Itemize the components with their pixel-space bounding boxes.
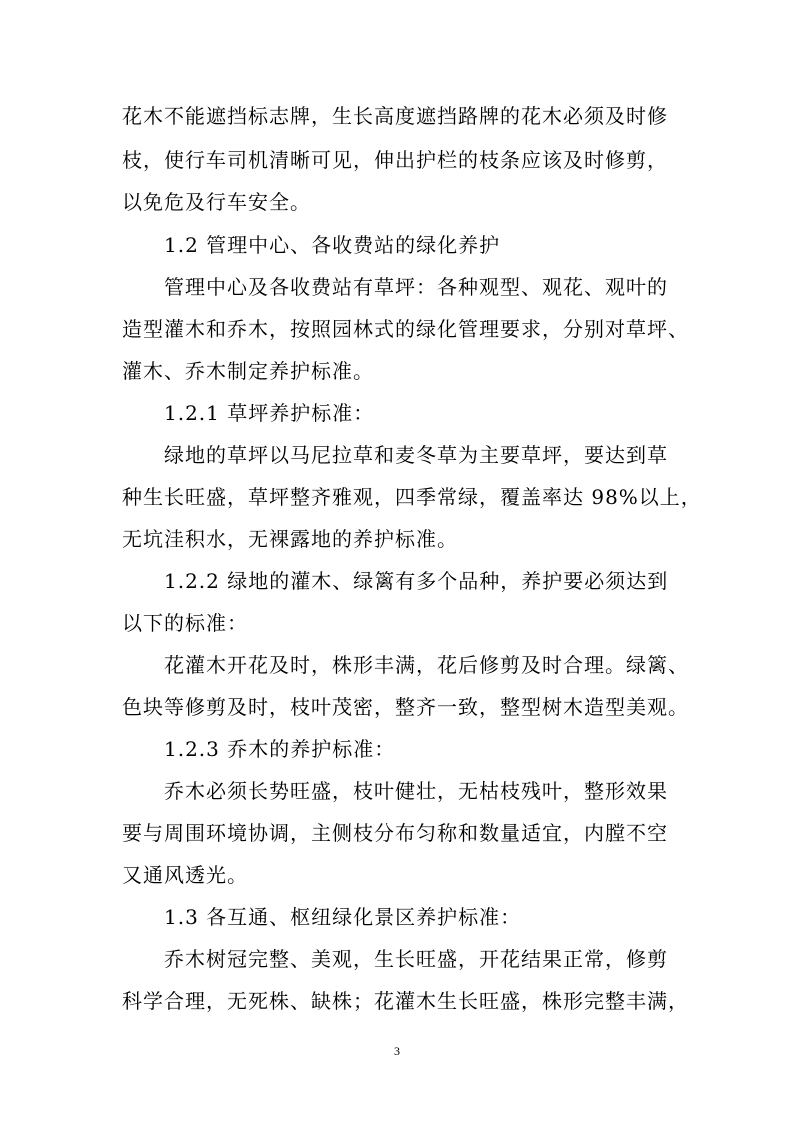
text-line-1: 花木不能遮挡标志牌，生长高度遮挡路牌的花木必须及时修 — [122, 104, 668, 128]
text-line-10: 种生长旺盛，草坪整齐雅观，四季常绿，覆盖率达 98%以上， — [122, 485, 702, 509]
text-line-21: 乔木树冠完整、美观，生长旺盛，开花结果正常，修剪 — [164, 947, 668, 971]
text-line-9: 绿地的草坪以马尼拉草和麦冬草为主要草坪，要达到草 — [164, 443, 668, 467]
text-line-3: 以免危及行车安全。 — [122, 190, 311, 214]
section-heading-1-2: 1.2 管理中心、各收费站的绿化养护 — [164, 233, 501, 257]
text-line-17: 乔木必须长势旺盛，枝叶健壮，无枯枝残叶，整形效果 — [164, 779, 668, 803]
page-number: 3 — [394, 1044, 400, 1058]
section-heading-1-2-2: 1.2.2 绿地的灌木、绿篱有多个品种，养护要必须达到 — [164, 569, 669, 593]
text-line-2: 枝，使行车司机清晰可见，伸出护栏的枝条应该及时修剪， — [122, 148, 668, 172]
text-line-11: 无坑洼积水，无裸露地的养护标准。 — [122, 527, 458, 551]
text-line-7: 灌木、乔木制定养护标准。 — [122, 359, 374, 383]
text-line-22: 科学合理，无死株、缺株；花灌木生长旺盛，株形完整丰满， — [122, 989, 689, 1013]
text-line-13: 以下的标准： — [122, 611, 248, 635]
text-line-5: 管理中心及各收费站有草坪：各种观型、观花、观叶的 — [164, 275, 668, 299]
text-line-19: 又通风透光。 — [122, 863, 248, 887]
text-line-18: 要与周围环境协调，主侧枝分布匀称和数量适宜，内膛不空 — [122, 821, 668, 845]
section-heading-1-3: 1.3 各互通、枢纽绿化景区养护标准： — [164, 905, 522, 929]
text-line-6: 造型灌木和乔木，按照园林式的绿化管理要求，分别对草坪、 — [122, 317, 689, 341]
section-heading-1-2-1: 1.2.1 草坪养护标准： — [164, 401, 375, 425]
text-line-14: 花灌木开花及时，株形丰满，花后修剪及时合理。绿篱、 — [164, 653, 689, 677]
text-line-15: 色块等修剪及时，枝叶茂密，整齐一致，整型树木造型美观。 — [122, 695, 689, 719]
section-heading-1-2-3: 1.2.3 乔木的养护标准： — [164, 737, 396, 761]
